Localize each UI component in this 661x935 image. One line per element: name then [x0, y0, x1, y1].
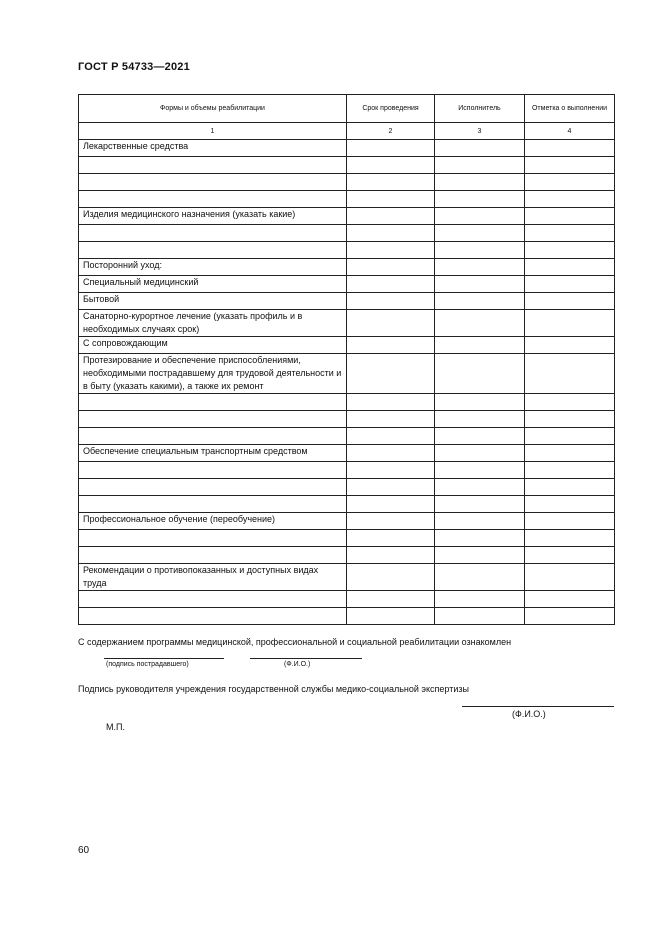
completion-mark-cell: [525, 310, 615, 337]
column-header-executor: Исполнитель: [435, 95, 525, 123]
table-row: [79, 157, 615, 174]
executor-cell: [435, 140, 525, 157]
term-cell: [347, 174, 435, 191]
table-row: [79, 242, 615, 259]
completion-mark-cell: [525, 411, 615, 428]
rehabilitation-table: [78, 94, 615, 625]
column-number: 3: [435, 123, 525, 140]
rehab-form-cell: [79, 411, 347, 428]
executor-cell: [435, 530, 525, 547]
rehab-form-cell: [79, 157, 347, 174]
column-header-completion-mark: Отметка о выполнении: [525, 95, 615, 123]
rehab-form-cell: [79, 191, 347, 208]
completion-mark-cell: [525, 496, 615, 513]
table-row: [79, 591, 615, 608]
executor-cell: [435, 462, 525, 479]
rehab-form-cell: [79, 428, 347, 445]
table-row: [79, 354, 615, 394]
term-cell: [347, 354, 435, 394]
table-row: [79, 608, 615, 625]
rehab-form-cell: Санаторно-курортное лечение (указать профиль и в необходимых случаях срок): [79, 310, 347, 337]
completion-mark-cell: [525, 591, 615, 608]
completion-mark-cell: [525, 564, 615, 591]
head-fio-line: [462, 706, 614, 707]
completion-mark-cell: [525, 259, 615, 276]
table-row: [79, 337, 615, 354]
table-row: [79, 462, 615, 479]
rehab-form-cell: [79, 242, 347, 259]
completion-mark-cell: [525, 530, 615, 547]
victim-fio-line: [250, 658, 362, 659]
table-row: [79, 225, 615, 242]
executor-cell: [435, 259, 525, 276]
column-number: 2: [347, 123, 435, 140]
executor-cell: [435, 608, 525, 625]
victim-fio-caption: (Ф.И.О.): [284, 661, 311, 668]
rehab-form-cell: [79, 479, 347, 496]
completion-mark-cell: [525, 354, 615, 394]
term-cell: [347, 208, 435, 225]
table-row: [79, 428, 615, 445]
table-row: [79, 513, 615, 530]
completion-mark-cell: [525, 479, 615, 496]
executor-cell: [435, 354, 525, 394]
executor-cell: [435, 174, 525, 191]
table-row: [79, 140, 615, 157]
table-row: [79, 564, 615, 591]
executor-cell: [435, 242, 525, 259]
table-row: [79, 411, 615, 428]
term-cell: [347, 242, 435, 259]
executor-cell: [435, 591, 525, 608]
column-number: 4: [525, 123, 615, 140]
rehab-form-cell: [79, 496, 347, 513]
executor-cell: [435, 191, 525, 208]
rehab-form-cell: Лекарственные средства: [79, 140, 347, 157]
table-row: [79, 174, 615, 191]
completion-mark-cell: [525, 608, 615, 625]
rehab-form-cell: [79, 225, 347, 242]
term-cell: [347, 310, 435, 337]
executor-cell: [435, 157, 525, 174]
term-cell: [347, 513, 435, 530]
term-cell: [347, 225, 435, 242]
executor-cell: [435, 564, 525, 591]
rehab-form-cell: [79, 547, 347, 564]
table-row: [79, 276, 615, 293]
column-header-term: Срок проведения: [347, 95, 435, 123]
head-fio-caption: (Ф.И.О.): [512, 709, 546, 719]
column-header-forms: Формы и объемы реабилитации: [79, 95, 347, 123]
table-row: [79, 293, 615, 310]
executor-cell: [435, 496, 525, 513]
completion-mark-cell: [525, 276, 615, 293]
completion-mark-cell: [525, 242, 615, 259]
term-cell: [347, 530, 435, 547]
term-cell: [347, 259, 435, 276]
completion-mark-cell: [525, 174, 615, 191]
rehab-form-cell: Протезирование и обеспечение приспособлениями, необходимыми пострадавшему для трудовой деятельности и в быту (указать какими), а также их ремонт: [79, 354, 347, 394]
rehab-form-cell: Рекомендации о противопоказанных и доступных видах труда: [79, 564, 347, 591]
rehab-form-cell: [79, 591, 347, 608]
rehab-form-cell: [79, 608, 347, 625]
executor-cell: [435, 547, 525, 564]
executor-cell: [435, 276, 525, 293]
column-number: 1: [79, 123, 347, 140]
completion-mark-cell: [525, 337, 615, 354]
table-row: [79, 259, 615, 276]
table-row: [79, 191, 615, 208]
term-cell: [347, 564, 435, 591]
document-header: ГОСТ Р 54733—2021: [78, 61, 190, 73]
executor-cell: [435, 428, 525, 445]
completion-mark-cell: [525, 191, 615, 208]
term-cell: [347, 293, 435, 310]
term-cell: [347, 337, 435, 354]
term-cell: [347, 394, 435, 411]
executor-cell: [435, 293, 525, 310]
table-row: [79, 530, 615, 547]
table-row: [79, 547, 615, 564]
completion-mark-cell: [525, 208, 615, 225]
completion-mark-cell: [525, 547, 615, 564]
stamp-place: М.П.: [106, 722, 125, 732]
term-cell: [347, 428, 435, 445]
executor-cell: [435, 394, 525, 411]
term-cell: [347, 608, 435, 625]
completion-mark-cell: [525, 428, 615, 445]
victim-signature-line: [104, 658, 224, 659]
executor-cell: [435, 445, 525, 462]
term-cell: [347, 591, 435, 608]
term-cell: [347, 411, 435, 428]
term-cell: [347, 157, 435, 174]
rehab-form-cell: Бытовой: [79, 293, 347, 310]
executor-cell: [435, 479, 525, 496]
table-row: [79, 479, 615, 496]
term-cell: [347, 547, 435, 564]
table-row: [79, 394, 615, 411]
rehab-form-cell: Изделия медицинского назначения (указать какие): [79, 208, 347, 225]
rehab-form-cell: [79, 462, 347, 479]
rehab-form-cell: Специальный медицинский: [79, 276, 347, 293]
table-row: [79, 496, 615, 513]
term-cell: [347, 462, 435, 479]
completion-mark-cell: [525, 445, 615, 462]
completion-mark-cell: [525, 513, 615, 530]
completion-mark-cell: [525, 293, 615, 310]
acknowledgement-text: С содержанием программы медицинской, профессиональной и социальной реабилитации ознакомлен: [78, 637, 512, 647]
term-cell: [347, 445, 435, 462]
table-row: [79, 445, 615, 462]
rehab-form-cell: Обеспечение специальным транспортным средством: [79, 445, 347, 462]
rehab-form-cell: Посторонний уход:: [79, 259, 347, 276]
rehab-form-cell: [79, 174, 347, 191]
rehab-form-cell: [79, 530, 347, 547]
executor-cell: [435, 225, 525, 242]
executor-cell: [435, 208, 525, 225]
executor-cell: [435, 310, 525, 337]
rehab-form-cell: [79, 394, 347, 411]
term-cell: [347, 140, 435, 157]
completion-mark-cell: [525, 225, 615, 242]
victim-signature-caption: (подпись пострадавшего): [106, 661, 189, 668]
completion-mark-cell: [525, 157, 615, 174]
table-row: [79, 208, 615, 225]
rehab-form-cell: С сопровождающим: [79, 337, 347, 354]
executor-cell: [435, 513, 525, 530]
term-cell: [347, 191, 435, 208]
table-row: [79, 310, 615, 337]
term-cell: [347, 479, 435, 496]
completion-mark-cell: [525, 394, 615, 411]
executor-cell: [435, 411, 525, 428]
rehab-form-cell: Профессиональное обучение (переобучение): [79, 513, 347, 530]
term-cell: [347, 496, 435, 513]
completion-mark-cell: [525, 140, 615, 157]
page-number: 60: [78, 845, 90, 856]
term-cell: [347, 276, 435, 293]
completion-mark-cell: [525, 462, 615, 479]
head-signature-text: Подпись руководителя учреждения государственной службы медико-социальной экспертизы: [78, 684, 469, 694]
executor-cell: [435, 337, 525, 354]
